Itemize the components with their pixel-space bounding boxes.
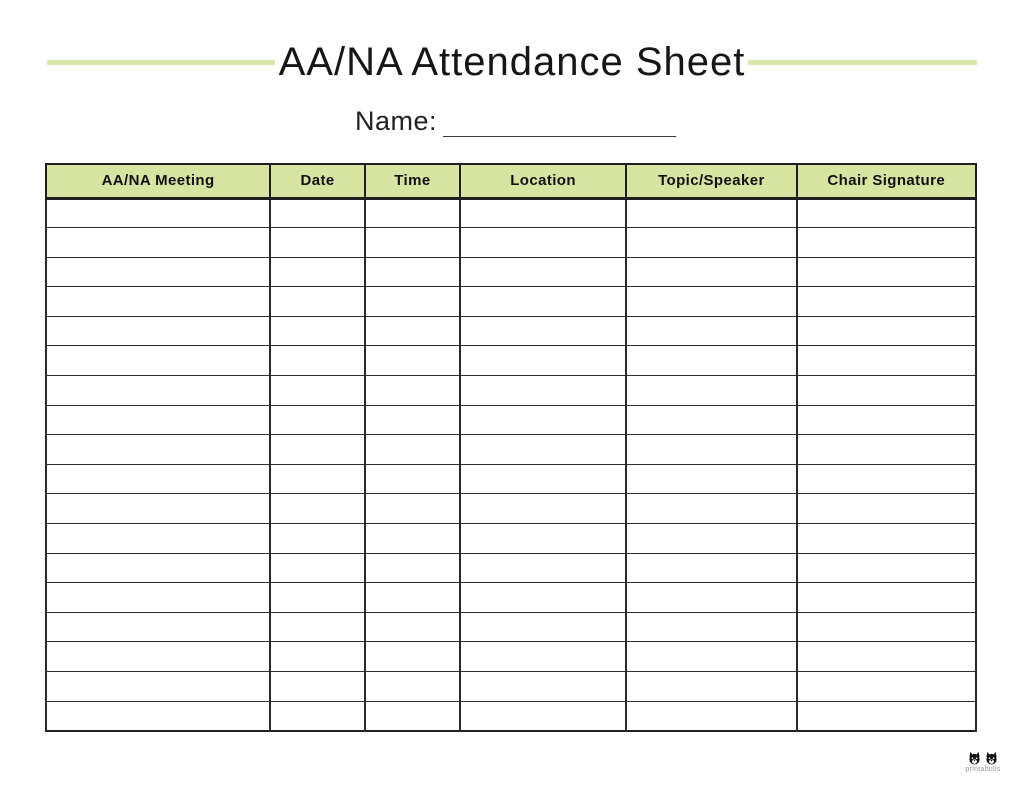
table-cell[interactable] xyxy=(797,464,977,494)
title-rule-right xyxy=(748,60,977,65)
table-cell[interactable] xyxy=(460,435,626,465)
table-cell[interactable] xyxy=(626,494,796,524)
table-row xyxy=(46,376,976,406)
table-cell[interactable] xyxy=(46,524,270,554)
table-cell[interactable] xyxy=(797,435,977,465)
table-cell[interactable] xyxy=(270,257,365,287)
table-row xyxy=(46,435,976,465)
table-cell[interactable] xyxy=(46,376,270,406)
table-cell[interactable] xyxy=(46,257,270,287)
table-cell[interactable] xyxy=(46,612,270,642)
table-cell[interactable] xyxy=(270,464,365,494)
table-cell[interactable] xyxy=(365,228,460,258)
table-cell[interactable] xyxy=(365,464,460,494)
table-cell[interactable] xyxy=(365,612,460,642)
table-cell[interactable] xyxy=(460,316,626,346)
column-header-time: Time xyxy=(365,164,460,198)
table-cell[interactable] xyxy=(626,583,796,613)
name-row xyxy=(355,108,676,137)
table-cell[interactable] xyxy=(365,287,460,317)
table-cell[interactable] xyxy=(626,228,796,258)
table-cell[interactable] xyxy=(626,405,796,435)
table-row xyxy=(46,494,976,524)
table-cell[interactable] xyxy=(626,464,796,494)
table-cell[interactable] xyxy=(46,464,270,494)
table-cell[interactable] xyxy=(365,583,460,613)
table-cell[interactable] xyxy=(365,701,460,731)
table-cell[interactable] xyxy=(365,524,460,554)
table-cell[interactable] xyxy=(270,287,365,317)
table-cell[interactable] xyxy=(46,435,270,465)
table-cell[interactable] xyxy=(46,346,270,376)
table-row xyxy=(46,464,976,494)
table-cell[interactable] xyxy=(46,198,270,228)
table-cell[interactable] xyxy=(270,642,365,672)
table-cell[interactable] xyxy=(626,524,796,554)
table-cell[interactable] xyxy=(270,405,365,435)
name-input-line[interactable] xyxy=(443,111,676,137)
table-cell[interactable] xyxy=(797,612,977,642)
table-cell[interactable] xyxy=(460,553,626,583)
table-cell[interactable] xyxy=(797,701,977,731)
table-cell[interactable] xyxy=(460,376,626,406)
table-cell[interactable] xyxy=(460,257,626,287)
table-cell[interactable] xyxy=(270,553,365,583)
table-cell[interactable] xyxy=(460,612,626,642)
table-cell[interactable] xyxy=(626,376,796,406)
table-cell[interactable] xyxy=(46,701,270,731)
table-row xyxy=(46,583,976,613)
table-cell[interactable] xyxy=(365,435,460,465)
table-cell[interactable] xyxy=(797,316,977,346)
table-cell[interactable] xyxy=(626,257,796,287)
table-row xyxy=(46,612,976,642)
table-cell[interactable] xyxy=(626,672,796,702)
table-cell[interactable] xyxy=(797,405,977,435)
column-header-date: Date xyxy=(270,164,365,198)
table-cell[interactable] xyxy=(797,228,977,258)
table-cell[interactable] xyxy=(797,198,977,228)
table-cell[interactable] xyxy=(626,612,796,642)
table-row xyxy=(46,672,976,702)
table-cell[interactable] xyxy=(46,316,270,346)
brand-name: printabulls xyxy=(965,766,1001,773)
table-header-row xyxy=(46,164,976,198)
table-cell[interactable] xyxy=(797,583,977,613)
table-cell[interactable] xyxy=(460,405,626,435)
column-header-aa-na-meeting: AA/NA Meeting xyxy=(46,164,270,198)
table-cell[interactable] xyxy=(797,524,977,554)
table-cell[interactable] xyxy=(365,405,460,435)
table-row xyxy=(46,228,976,258)
table-cell[interactable] xyxy=(797,257,977,287)
table-body xyxy=(46,198,976,731)
table-cell[interactable] xyxy=(797,494,977,524)
table-cell[interactable] xyxy=(365,642,460,672)
table-cell[interactable] xyxy=(797,376,977,406)
table-cell[interactable] xyxy=(46,642,270,672)
table-cell[interactable] xyxy=(270,612,365,642)
table-cell[interactable] xyxy=(460,198,626,228)
table-cell[interactable] xyxy=(797,346,977,376)
table-cell[interactable] xyxy=(365,257,460,287)
table-cell[interactable] xyxy=(46,228,270,258)
table-cell[interactable] xyxy=(460,524,626,554)
table-cell[interactable] xyxy=(365,376,460,406)
table-cell[interactable] xyxy=(270,346,365,376)
table-row xyxy=(46,257,976,287)
table-cell[interactable] xyxy=(270,701,365,731)
table-cell[interactable] xyxy=(270,198,365,228)
table-cell[interactable] xyxy=(626,642,796,672)
table-cell[interactable] xyxy=(46,553,270,583)
table-cell[interactable] xyxy=(270,228,365,258)
table-cell[interactable] xyxy=(460,346,626,376)
table-row xyxy=(46,642,976,672)
table-cell[interactable] xyxy=(365,346,460,376)
table-cell[interactable] xyxy=(365,494,460,524)
table-cell[interactable] xyxy=(270,316,365,346)
table-cell[interactable] xyxy=(460,494,626,524)
table-cell[interactable] xyxy=(626,287,796,317)
table-cell[interactable] xyxy=(270,435,365,465)
table-cell[interactable] xyxy=(270,494,365,524)
table-cell[interactable] xyxy=(797,672,977,702)
table-cell[interactable] xyxy=(46,494,270,524)
table-row xyxy=(46,553,976,583)
table-cell[interactable] xyxy=(270,583,365,613)
column-header-chair-signature: Chair Signature xyxy=(797,164,977,198)
page-title: AA/NA Attendance Sheet xyxy=(278,40,746,84)
table-cell[interactable] xyxy=(460,228,626,258)
table-row xyxy=(46,316,976,346)
table-cell[interactable] xyxy=(270,376,365,406)
table-cell[interactable] xyxy=(365,553,460,583)
table-cell[interactable] xyxy=(626,701,796,731)
name-label: Name: xyxy=(355,106,438,136)
attendance-table xyxy=(45,163,977,732)
table-row xyxy=(46,198,976,228)
table-cell[interactable] xyxy=(270,672,365,702)
column-header-topic-speaker: Topic/Speaker xyxy=(626,164,796,198)
table-row xyxy=(46,346,976,376)
table-cell[interactable] xyxy=(797,287,977,317)
table-cell[interactable] xyxy=(460,701,626,731)
table-row xyxy=(46,287,976,317)
table-cell[interactable] xyxy=(270,524,365,554)
table-cell[interactable] xyxy=(626,316,796,346)
table-cell[interactable] xyxy=(797,553,977,583)
table-row xyxy=(46,405,976,435)
table-cell[interactable] xyxy=(460,642,626,672)
table-cell[interactable] xyxy=(46,583,270,613)
table-cell[interactable] xyxy=(460,287,626,317)
table-cell[interactable] xyxy=(365,672,460,702)
table-cell[interactable] xyxy=(46,672,270,702)
table-cell[interactable] xyxy=(460,583,626,613)
table-cell[interactable] xyxy=(626,346,796,376)
table-cell[interactable] xyxy=(46,287,270,317)
table-cell[interactable] xyxy=(626,435,796,465)
column-header-location: Location xyxy=(460,164,626,198)
table-cell[interactable] xyxy=(365,198,460,228)
table-cell[interactable] xyxy=(46,405,270,435)
table-row xyxy=(46,701,976,731)
table-row xyxy=(46,524,976,554)
table-cell[interactable] xyxy=(460,672,626,702)
bulldogs-icon xyxy=(968,751,998,765)
table-cell[interactable] xyxy=(797,642,977,672)
brand-logo xyxy=(963,751,1003,774)
table-cell[interactable] xyxy=(460,464,626,494)
table-cell[interactable] xyxy=(626,553,796,583)
table-cell[interactable] xyxy=(365,316,460,346)
table-cell[interactable] xyxy=(626,198,796,228)
